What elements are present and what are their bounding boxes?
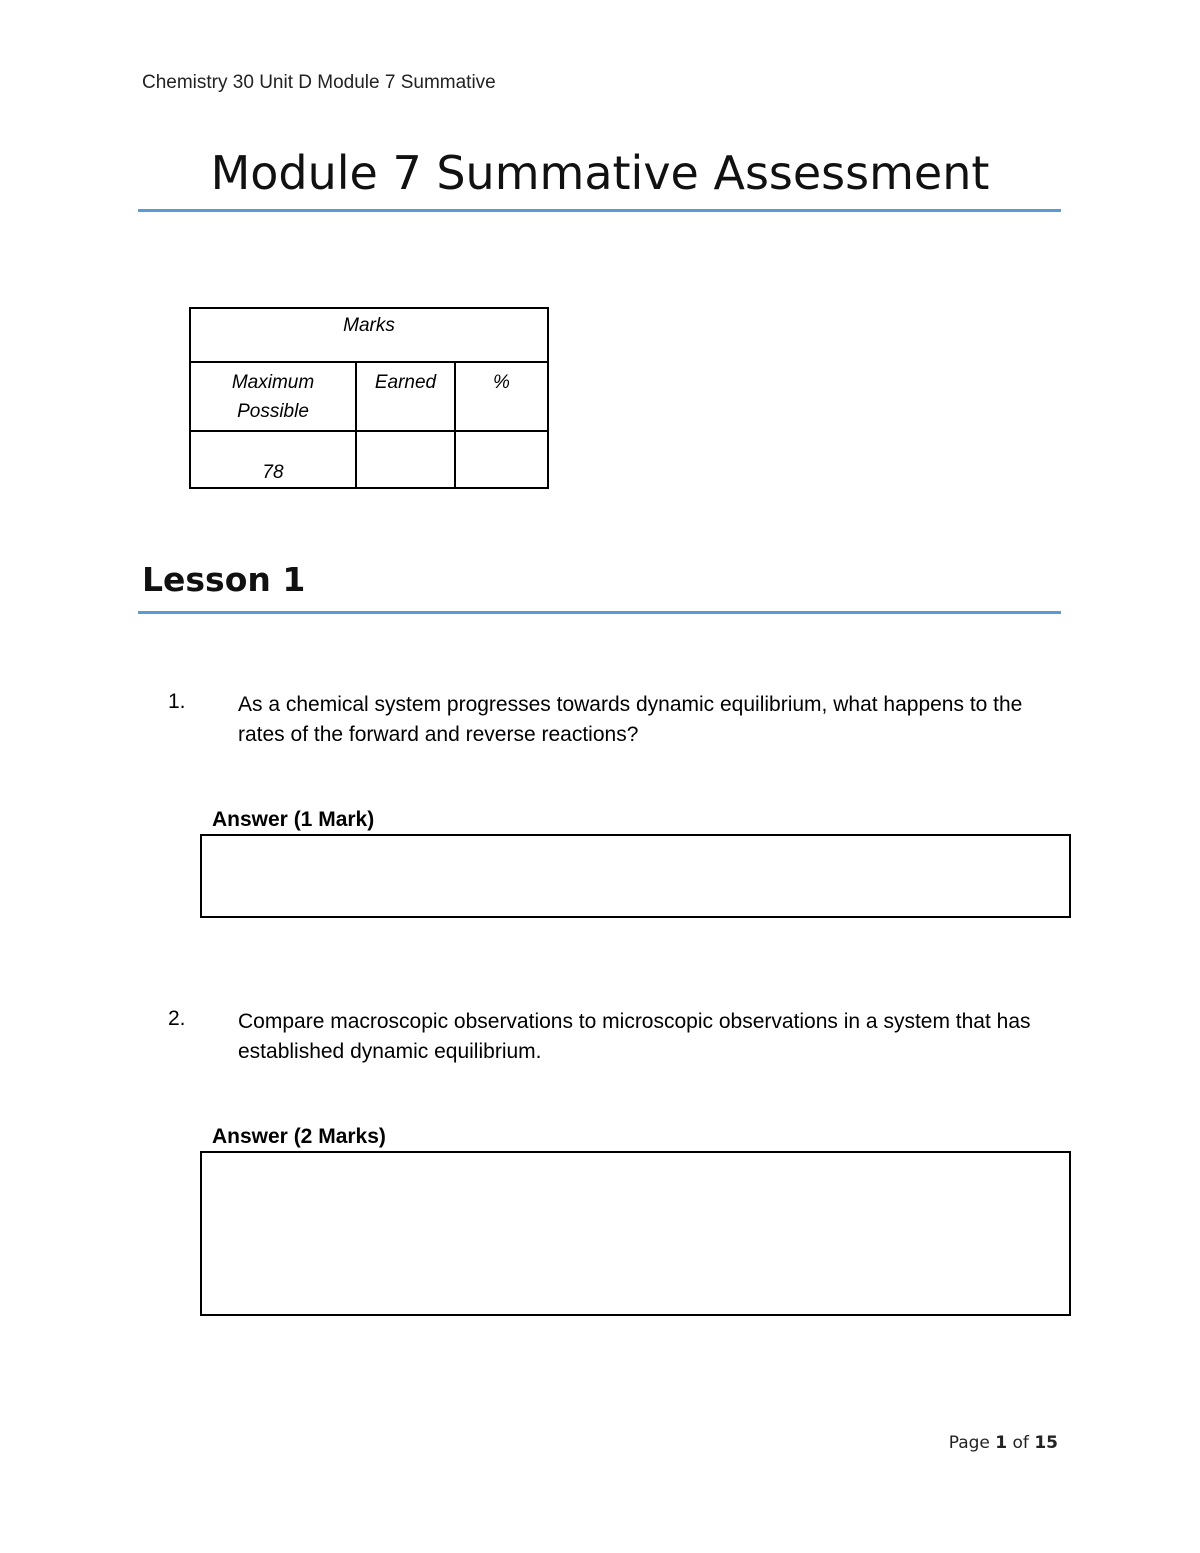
marks-col-percent: % — [455, 362, 548, 431]
question-2-number: 2. — [168, 1007, 186, 1030]
marks-percent-cell[interactable] — [455, 431, 548, 488]
question-2-text: Compare macroscopic observations to microscopic observations in a system that has established dynamic equilibrium. — [238, 1010, 1031, 1063]
page-number — [949, 1433, 1058, 1453]
page-title: Module 7 Summative Assessment — [210, 146, 990, 200]
question-2-answer-box[interactable] — [200, 1151, 1071, 1316]
lesson-heading: Lesson 1 — [142, 560, 306, 599]
question-2-answer-label: Answer (2 Marks) — [212, 1125, 386, 1148]
marks-maximum-value: 78 — [190, 431, 356, 488]
marks-col-maximum-possible: Maximum Possible — [190, 362, 356, 431]
question-1-text: As a chemical system progresses towards dynamic equilibrium, what happens to the rates of the forward and reverse reactions? — [238, 693, 1023, 746]
marks-col-earned: Earned — [356, 362, 455, 431]
lesson-divider — [138, 611, 1061, 614]
marks-table — [189, 307, 549, 489]
running-header: Chemistry 30 Unit D Module 7 Summative — [142, 72, 496, 93]
question-1-answer-box[interactable] — [200, 834, 1071, 918]
page-total: 15 — [1034, 1433, 1058, 1453]
question-1-number: 1. — [168, 690, 186, 713]
marks-table-caption: Marks — [190, 308, 548, 362]
page-current: 1 — [995, 1433, 1008, 1453]
page-word: Page — [948, 1433, 990, 1453]
title-divider — [138, 209, 1061, 212]
marks-earned-cell[interactable] — [356, 431, 455, 488]
of-word: of — [1012, 1433, 1029, 1453]
question-1-answer-label: Answer (1 Mark) — [212, 808, 375, 831]
